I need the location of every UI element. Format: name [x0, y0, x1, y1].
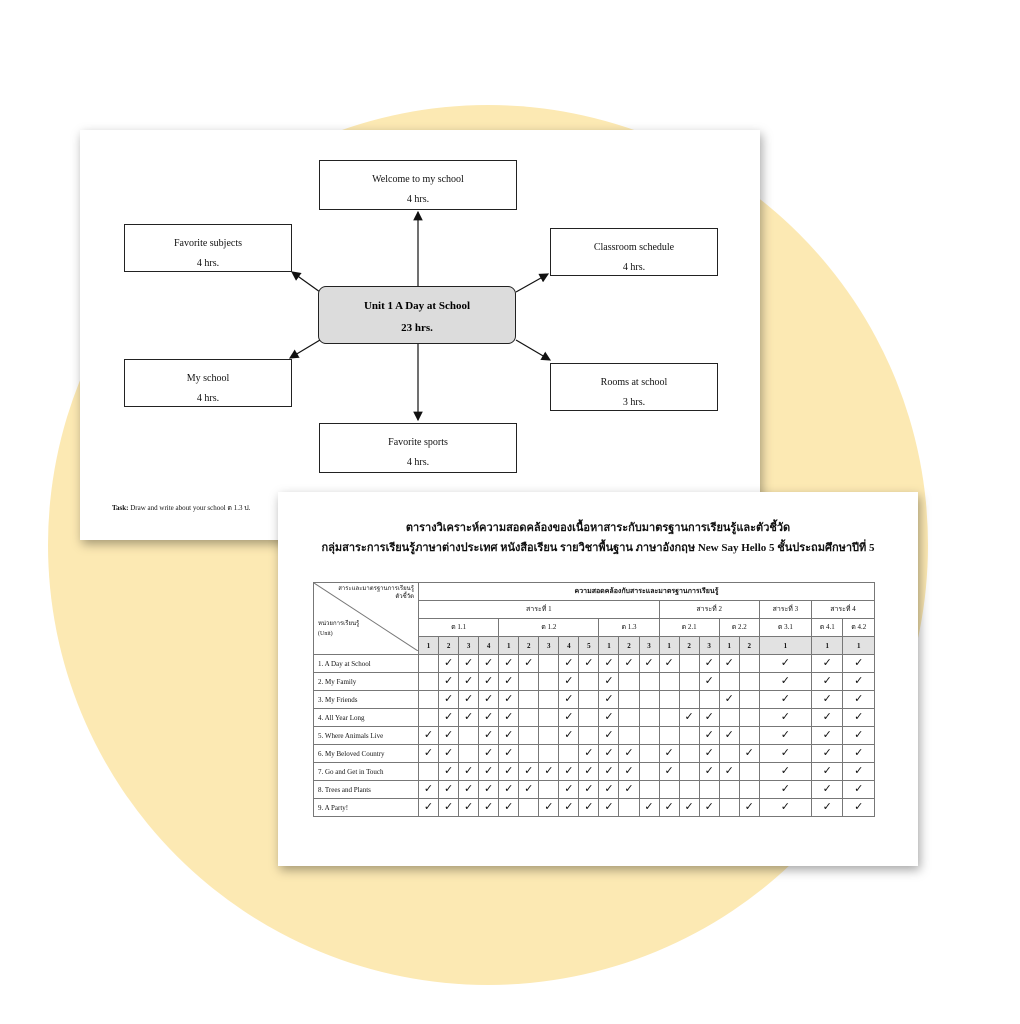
node-title: Classroom schedule: [593, 242, 675, 253]
unit-cell: 4. All Year Long: [314, 709, 419, 727]
unit-cell: 9. A Party!: [314, 799, 419, 817]
node-bottom: [319, 423, 517, 473]
indicator-header: 4: [479, 637, 499, 655]
check-mark-cell: ✓: [439, 673, 459, 691]
check-mark-cell: ✓: [579, 799, 599, 817]
check-mark-cell: ✓: [479, 799, 499, 817]
empty-cell: [659, 673, 679, 691]
check-mark-cell: ✓: [811, 655, 842, 673]
empty-cell: [419, 673, 439, 691]
check-mark-cell: ✓: [619, 745, 639, 763]
check-mark-cell: ✓: [439, 799, 459, 817]
check-mark-cell: ✓: [679, 709, 699, 727]
check-mark-cell: ✓: [479, 709, 499, 727]
node-hours: 4 hrs.: [406, 457, 430, 468]
check-mark-cell: ✓: [479, 745, 499, 763]
check-mark-cell: ✓: [619, 655, 639, 673]
check-mark-cell: ✓: [479, 691, 499, 709]
empty-cell: [659, 709, 679, 727]
node-upper-left: [124, 224, 292, 272]
mindmap-sheet: [80, 130, 760, 540]
unit-cell: 8. Trees and Plants: [314, 781, 419, 799]
main-header: ความสอดคล้องกับสาระและมาตรฐานการเรียนรู้: [419, 583, 875, 601]
check-mark-cell: ✓: [559, 799, 579, 817]
indicator-header: 2: [619, 637, 639, 655]
check-mark-cell: ✓: [811, 727, 842, 745]
corner-bottom-text2: (Unit): [318, 631, 333, 637]
standard-header: ต 2.2: [719, 619, 759, 637]
empty-cell: [519, 673, 539, 691]
empty-cell: [539, 709, 559, 727]
check-mark-cell: ✓: [419, 745, 439, 763]
check-mark-cell: ✓: [559, 727, 579, 745]
empty-cell: [639, 781, 659, 799]
empty-cell: [679, 781, 699, 799]
check-mark-cell: ✓: [599, 763, 619, 781]
check-mark-cell: ✓: [699, 655, 719, 673]
check-mark-cell: ✓: [811, 709, 842, 727]
check-mark-cell: ✓: [719, 763, 739, 781]
corner-top-label: [314, 583, 418, 601]
check-mark-cell: ✓: [439, 655, 459, 673]
check-mark-cell: ✓: [719, 655, 739, 673]
indicator-header: 3: [639, 637, 659, 655]
check-mark-cell: ✓: [679, 799, 699, 817]
check-mark-cell: ✓: [579, 745, 599, 763]
check-mark-cell: ✓: [459, 673, 479, 691]
node-top: [319, 160, 517, 210]
check-mark-cell: ✓: [519, 763, 539, 781]
corner-top-text: สาระและมาตรฐานการเรียนรู้: [338, 586, 414, 592]
check-mark-cell: ✓: [559, 691, 579, 709]
check-mark-cell: ✓: [419, 727, 439, 745]
check-mark-cell: ✓: [599, 727, 619, 745]
empty-cell: [579, 673, 599, 691]
indicator-header: 1: [843, 637, 875, 655]
strand-header: สาระที่ 3: [759, 601, 811, 619]
node-lower-left: [124, 359, 292, 407]
empty-cell: [619, 691, 639, 709]
unit-cell: 5. Where Animals Live: [314, 727, 419, 745]
empty-cell: [739, 709, 759, 727]
empty-cell: [639, 709, 659, 727]
indicator-header: 2: [439, 637, 459, 655]
empty-cell: [419, 763, 439, 781]
check-mark-cell: ✓: [699, 799, 719, 817]
empty-cell: [679, 655, 699, 673]
check-mark-cell: ✓: [499, 763, 519, 781]
empty-cell: [719, 781, 739, 799]
check-mark-cell: ✓: [843, 709, 875, 727]
empty-cell: [619, 709, 639, 727]
empty-cell: [539, 781, 559, 799]
corner-bottom-label: [314, 601, 418, 639]
empty-cell: [639, 673, 659, 691]
check-mark-cell: ✓: [579, 763, 599, 781]
strand-header: สาระที่ 4: [811, 601, 874, 619]
empty-cell: [679, 727, 699, 745]
node-title: Welcome to my school: [372, 174, 464, 185]
check-mark-cell: ✓: [811, 799, 842, 817]
empty-cell: [699, 691, 719, 709]
check-mark-cell: ✓: [599, 799, 619, 817]
empty-cell: [719, 709, 739, 727]
check-mark-cell: ✓: [559, 655, 579, 673]
table-row: [314, 763, 875, 781]
node-lower-right: [550, 363, 718, 411]
empty-cell: [539, 691, 559, 709]
corner-top-text2: ตัวชี้วัด: [395, 594, 414, 600]
empty-cell: [519, 799, 539, 817]
table-row: [314, 727, 875, 745]
check-mark-cell: ✓: [759, 691, 811, 709]
check-mark-cell: ✓: [843, 691, 875, 709]
check-mark-cell: ✓: [479, 655, 499, 673]
check-mark-cell: ✓: [499, 727, 519, 745]
check-mark-cell: ✓: [699, 709, 719, 727]
empty-cell: [719, 673, 739, 691]
check-mark-cell: ✓: [811, 781, 842, 799]
check-mark-cell: ✓: [759, 763, 811, 781]
node-upper-right: [550, 228, 718, 276]
standard-header: ต 3.1: [759, 619, 811, 637]
check-mark-cell: ✓: [699, 727, 719, 745]
check-mark-cell: ✓: [843, 763, 875, 781]
empty-cell: [639, 727, 659, 745]
check-mark-cell: ✓: [843, 727, 875, 745]
check-mark-cell: ✓: [599, 745, 619, 763]
table-row: [314, 709, 875, 727]
check-mark-cell: ✓: [719, 727, 739, 745]
node-hours: 4 hrs.: [196, 258, 220, 269]
node-hours: 4 hrs.: [196, 393, 220, 404]
check-mark-cell: ✓: [811, 745, 842, 763]
check-mark-cell: ✓: [439, 763, 459, 781]
empty-cell: [539, 655, 559, 673]
check-mark-cell: ✓: [759, 781, 811, 799]
empty-cell: [419, 655, 439, 673]
empty-cell: [539, 727, 559, 745]
empty-cell: [699, 781, 719, 799]
check-mark-cell: ✓: [619, 781, 639, 799]
indicator-header: 3: [459, 637, 479, 655]
arrow-upper-right: [516, 274, 548, 292]
check-mark-cell: ✓: [439, 781, 459, 799]
check-mark-cell: ✓: [843, 745, 875, 763]
empty-cell: [659, 691, 679, 709]
check-mark-cell: ✓: [459, 655, 479, 673]
check-mark-cell: ✓: [739, 799, 759, 817]
indicator-header: 3: [539, 637, 559, 655]
check-mark-cell: ✓: [739, 745, 759, 763]
empty-cell: [539, 673, 559, 691]
check-mark-cell: ✓: [599, 691, 619, 709]
task-label: Task:: [112, 504, 129, 512]
check-mark-cell: ✓: [759, 655, 811, 673]
check-mark-cell: ✓: [439, 745, 459, 763]
indicator-header: 1: [499, 637, 519, 655]
empty-cell: [659, 727, 679, 745]
check-mark-cell: ✓: [419, 799, 439, 817]
check-mark-cell: ✓: [639, 799, 659, 817]
indicator-header: 1: [659, 637, 679, 655]
node-hours: 4 hrs.: [406, 194, 430, 205]
check-mark-cell: ✓: [459, 763, 479, 781]
empty-cell: [739, 655, 759, 673]
empty-cell: [679, 691, 699, 709]
check-mark-cell: ✓: [539, 799, 559, 817]
check-mark-cell: ✓: [499, 709, 519, 727]
empty-cell: [739, 727, 759, 745]
node-title: Favorite subjects: [173, 238, 243, 249]
indicator-header: 2: [519, 637, 539, 655]
check-mark-cell: ✓: [843, 673, 875, 691]
center-node: [318, 286, 516, 344]
empty-cell: [459, 727, 479, 745]
center-title: Unit 1 A Day at School: [363, 300, 471, 312]
indicator-header: 5: [579, 637, 599, 655]
check-mark-cell: ✓: [499, 691, 519, 709]
check-mark-cell: ✓: [599, 655, 619, 673]
indicator-header: 1: [719, 637, 739, 655]
table-row: [314, 673, 875, 691]
check-mark-cell: ✓: [699, 745, 719, 763]
check-mark-cell: ✓: [459, 781, 479, 799]
check-mark-cell: ✓: [599, 673, 619, 691]
empty-cell: [719, 799, 739, 817]
empty-cell: [519, 691, 539, 709]
check-mark-cell: ✓: [599, 781, 619, 799]
unit-cell: 3. My Friends: [314, 691, 419, 709]
check-mark-cell: ✓: [459, 691, 479, 709]
standard-header: ต 1.1: [419, 619, 499, 637]
empty-cell: [579, 727, 599, 745]
check-mark-cell: ✓: [559, 673, 579, 691]
strand-header: สาระที่ 1: [419, 601, 660, 619]
empty-cell: [579, 709, 599, 727]
empty-cell: [539, 745, 559, 763]
empty-cell: [419, 691, 439, 709]
check-mark-cell: ✓: [499, 799, 519, 817]
arrow-upper-left: [292, 272, 320, 292]
check-mark-cell: ✓: [439, 709, 459, 727]
empty-cell: [679, 673, 699, 691]
check-mark-cell: ✓: [659, 655, 679, 673]
analysis-table: [313, 582, 875, 817]
node-hours: 4 hrs.: [622, 262, 646, 273]
check-mark-cell: ✓: [559, 763, 579, 781]
node-hours: 3 hrs.: [622, 397, 646, 408]
analysis-sheet: [278, 492, 918, 866]
table-row: [314, 781, 875, 799]
empty-cell: [679, 745, 699, 763]
check-mark-cell: ✓: [843, 655, 875, 673]
empty-cell: [739, 781, 759, 799]
empty-cell: [639, 745, 659, 763]
empty-cell: [519, 727, 539, 745]
check-mark-cell: ✓: [499, 655, 519, 673]
check-mark-cell: ✓: [559, 781, 579, 799]
indicator-header: 1: [811, 637, 842, 655]
empty-cell: [619, 727, 639, 745]
empty-cell: [679, 763, 699, 781]
node-title: Favorite sports: [388, 437, 448, 448]
task-text: Draw and write about your school ต 1.3 ป.: [130, 504, 251, 512]
check-mark-cell: ✓: [479, 673, 499, 691]
check-mark-cell: ✓: [759, 745, 811, 763]
empty-cell: [619, 799, 639, 817]
check-mark-cell: ✓: [599, 709, 619, 727]
standard-header: ต 4.1: [811, 619, 842, 637]
check-mark-cell: ✓: [439, 727, 459, 745]
empty-cell: [739, 673, 759, 691]
check-mark-cell: ✓: [639, 655, 659, 673]
check-mark-cell: ✓: [579, 781, 599, 799]
table-row: [314, 691, 875, 709]
check-mark-cell: ✓: [479, 763, 499, 781]
check-mark-cell: ✓: [843, 799, 875, 817]
indicator-header: 1: [759, 637, 811, 655]
empty-cell: [659, 781, 679, 799]
indicator-header: 3: [699, 637, 719, 655]
empty-cell: [639, 763, 659, 781]
empty-cell: [739, 691, 759, 709]
check-mark-cell: ✓: [519, 655, 539, 673]
check-mark-cell: ✓: [499, 781, 519, 799]
check-mark-cell: ✓: [439, 691, 459, 709]
table-row: [314, 745, 875, 763]
empty-cell: [639, 691, 659, 709]
corner-bottom-text: หน่วยการเรียนรู้: [318, 621, 360, 627]
node-title: My school: [186, 373, 230, 384]
arrow-lower-right: [516, 340, 550, 360]
empty-cell: [419, 709, 439, 727]
check-mark-cell: ✓: [811, 673, 842, 691]
table-row: [314, 655, 875, 673]
check-mark-cell: ✓: [811, 691, 842, 709]
indicator-header: 2: [679, 637, 699, 655]
empty-cell: [519, 709, 539, 727]
indicator-header: 1: [419, 637, 439, 655]
check-mark-cell: ✓: [659, 763, 679, 781]
check-mark-cell: ✓: [759, 673, 811, 691]
check-mark-cell: ✓: [579, 655, 599, 673]
table-title-line2: กลุ่มสาระการเรียนรู้ภาษาต่างประเทศ หนังสือเรียน รายวิชาพื้นฐาน ภาษาอังกฤษ New Say Hello 5 ชั้นประถมศึกษาปีที่ 5: [321, 542, 875, 554]
check-mark-cell: ✓: [759, 727, 811, 745]
check-mark-cell: ✓: [759, 799, 811, 817]
empty-cell: [559, 745, 579, 763]
check-mark-cell: ✓: [719, 691, 739, 709]
check-mark-cell: ✓: [811, 763, 842, 781]
check-mark-cell: ✓: [479, 727, 499, 745]
check-mark-cell: ✓: [539, 763, 559, 781]
check-mark-cell: ✓: [843, 781, 875, 799]
check-mark-cell: ✓: [759, 709, 811, 727]
check-mark-cell: ✓: [619, 763, 639, 781]
standard-header: ต 2.1: [659, 619, 719, 637]
check-mark-cell: ✓: [699, 673, 719, 691]
standard-header: ต 1.2: [499, 619, 599, 637]
center-hours: 23 hrs.: [401, 322, 433, 334]
check-mark-cell: ✓: [479, 781, 499, 799]
check-mark-cell: ✓: [499, 745, 519, 763]
check-mark-cell: ✓: [499, 673, 519, 691]
check-mark-cell: ✓: [659, 745, 679, 763]
check-mark-cell: ✓: [459, 799, 479, 817]
corner-cell: [314, 583, 419, 655]
unit-cell: 7. Go and Get in Touch: [314, 763, 419, 781]
check-mark-cell: ✓: [559, 709, 579, 727]
check-mark-cell: ✓: [699, 763, 719, 781]
empty-cell: [459, 745, 479, 763]
indicator-header: 2: [739, 637, 759, 655]
unit-cell: 6. My Beloved Country: [314, 745, 419, 763]
unit-cell: 2. My Family: [314, 673, 419, 691]
standard-header: ต 4.2: [843, 619, 875, 637]
empty-cell: [719, 745, 739, 763]
standard-header: ต 1.3: [599, 619, 659, 637]
check-mark-cell: ✓: [519, 781, 539, 799]
indicator-header: 1: [599, 637, 619, 655]
empty-cell: [519, 745, 539, 763]
empty-cell: [739, 763, 759, 781]
table-title-line1: ตารางวิเคราะห์ความสอดคล้องของเนื้อหาสาระกับมาตรฐานการเรียนรู้และตัวชี้วัด: [405, 522, 791, 534]
check-mark-cell: ✓: [419, 781, 439, 799]
table-row: [314, 799, 875, 817]
check-mark-cell: ✓: [659, 799, 679, 817]
strand-header: สาระที่ 2: [659, 601, 759, 619]
unit-cell: 1. A Day at School: [314, 655, 419, 673]
empty-cell: [579, 691, 599, 709]
empty-cell: [619, 673, 639, 691]
node-title: Rooms at school: [600, 377, 668, 388]
task-line: [112, 503, 250, 514]
indicator-header: 4: [559, 637, 579, 655]
check-mark-cell: ✓: [459, 709, 479, 727]
arrow-lower-left: [290, 340, 320, 358]
